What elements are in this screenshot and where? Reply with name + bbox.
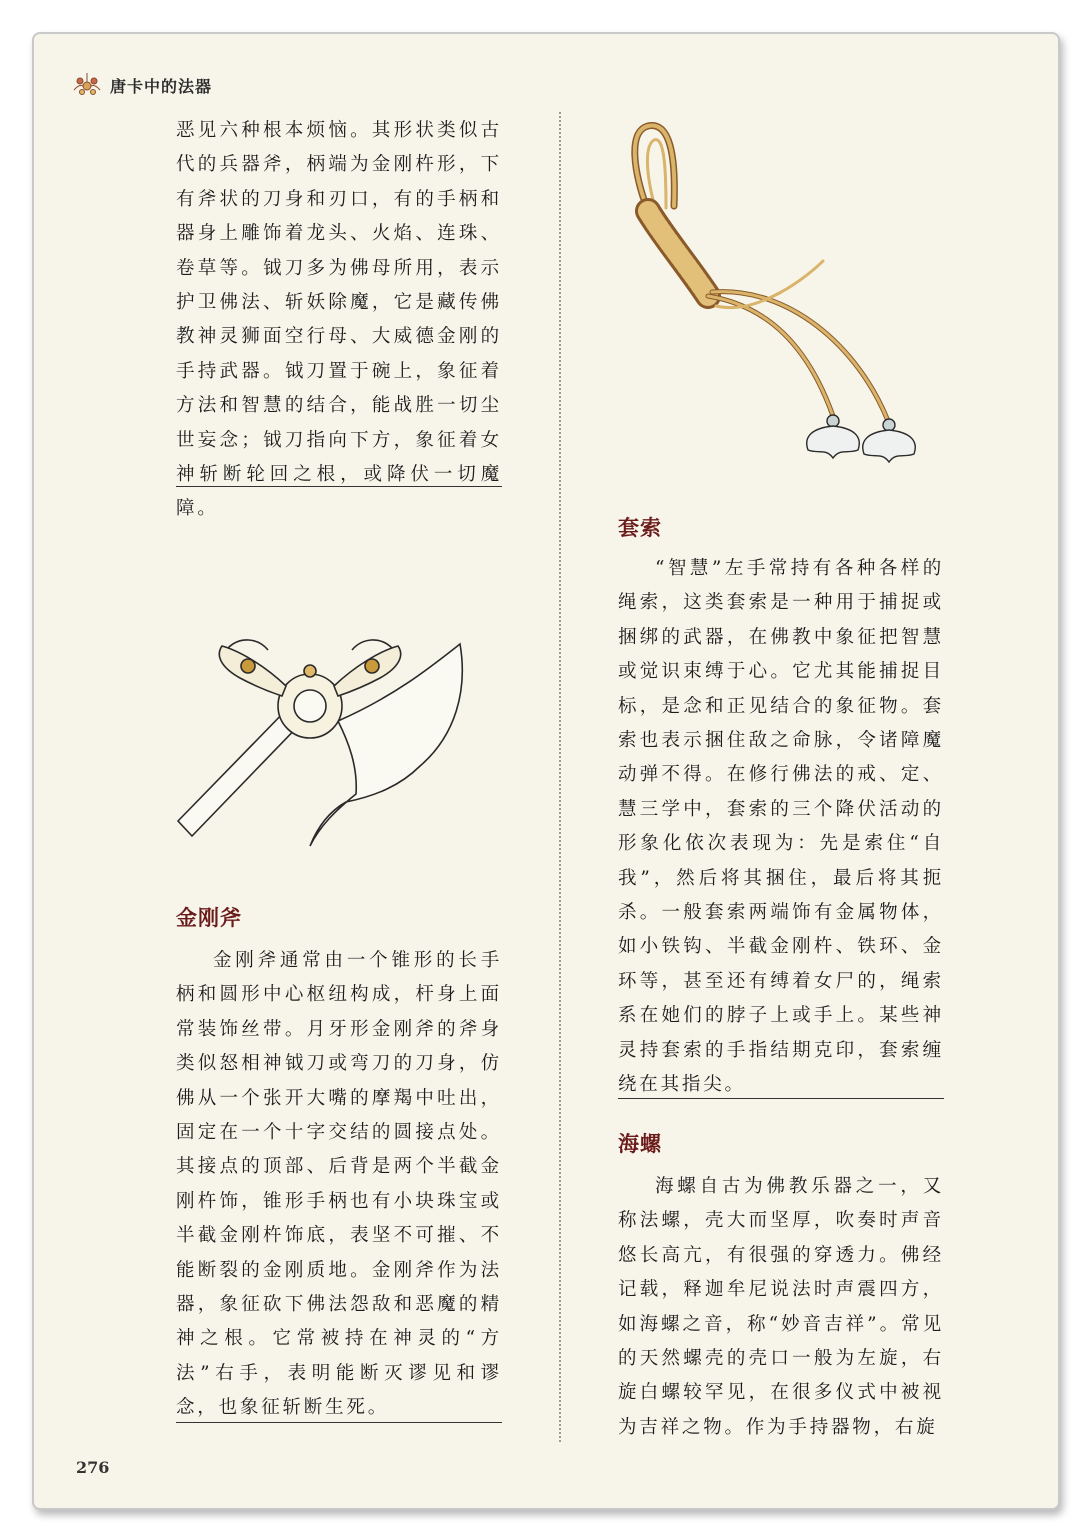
lasso-section-title: 套索 — [618, 516, 662, 540]
vajra-axe-icon — [170, 626, 510, 866]
axe-section-title: 金刚斧 — [176, 906, 242, 930]
lasso-icon — [608, 116, 938, 466]
page-number: 276 — [76, 1458, 110, 1477]
column-divider — [559, 112, 561, 1442]
conch-section-title: 海螺 — [618, 1132, 662, 1156]
continued-paragraph: 恶见六种根本烦恼。其形状类似古代的兵器斧，柄端为金刚杵形，下有斧状的刀身和刃口，有的手柄和器身上雕饰着龙头、火焰、连珠、卷草等。钺刀多为佛母所用，表示护卫佛法、斩妖除魔，它是藏传佛教神灵狮面空行母、大威德金刚的手持武器。钺刀置于碗上，象征着方法和智慧的结合，能战胜一切尘世妄念；钺刀指向下方，象征着女神斩断轮回之根，或降伏一切魔障。 — [176, 120, 502, 520]
lasso-section-body: “智慧”左手常持有各种各样的绳索，这类套索是一种用于捕捉或捆绑的武器，在佛教中象征把智慧或觉识束缚于心。它尤其能捕捉目标，是念和正见结合的象征物。套索也表示捆住敌之命脉，令诸障魔动弹不得。在修行佛法的戒、定、慧三学中，套索的三个降伏活动的形象化依次表现为：先是索住“自我”，然后将其捆住，最后将其扼杀。一般套索两端饰有金属物体，如小铁钩、半截金刚杵、铁环、金环等，甚至还有缚着女尸的，绳索系在她们的脖子上或手上。某些神灵持套索的手指结期克印，套索缠绕在其指尖。 — [618, 558, 944, 1096]
running-head — [70, 70, 212, 100]
running-title: 唐卡中的法器 — [110, 76, 213, 96]
section-end-rule — [176, 1422, 502, 1423]
paragraph-rule — [176, 486, 502, 487]
axe-section-body: 金刚斧通常由一个锥形的长手柄和圆形中心枢纽构成，杆身上面常装饰丝带。月牙形金刚斧的斧身类似怒相神钺刀或弯刀的刀身，仿佛从一个张开大嘴的摩羯中吐出，固定在一个十字交结的圆接点处。其接点的顶部、后背是两个半截金刚杵饰，锥形手柄也有小块珠宝或半截金刚杵饰底，表坚不可摧、不能断裂的金刚质地。金刚斧作为法器，象征砍下佛法怨敌和恶魔的精神之根。它常被持在神灵的“方法”右手，表明能断灭谬见和谬念，也象征斩断生死。 — [176, 950, 502, 1419]
flower-ornament-icon — [70, 70, 104, 100]
conch-section-body: 海螺自古为佛教乐器之一，又称法螺，壳大而坚厚，吹奏时声音悠长高亢，有很强的穿透力。佛经记载，释迦牟尼说法时声震四方，如海螺之音，称“妙音吉祥”。常见的天然螺壳的壳口一般为左旋，右旋白螺较罕见，在很多仪式中被视为吉祥之物。作为手持器物，右旋 — [618, 1176, 944, 1438]
section-end-rule — [618, 1098, 944, 1099]
book-page — [32, 32, 1060, 1510]
